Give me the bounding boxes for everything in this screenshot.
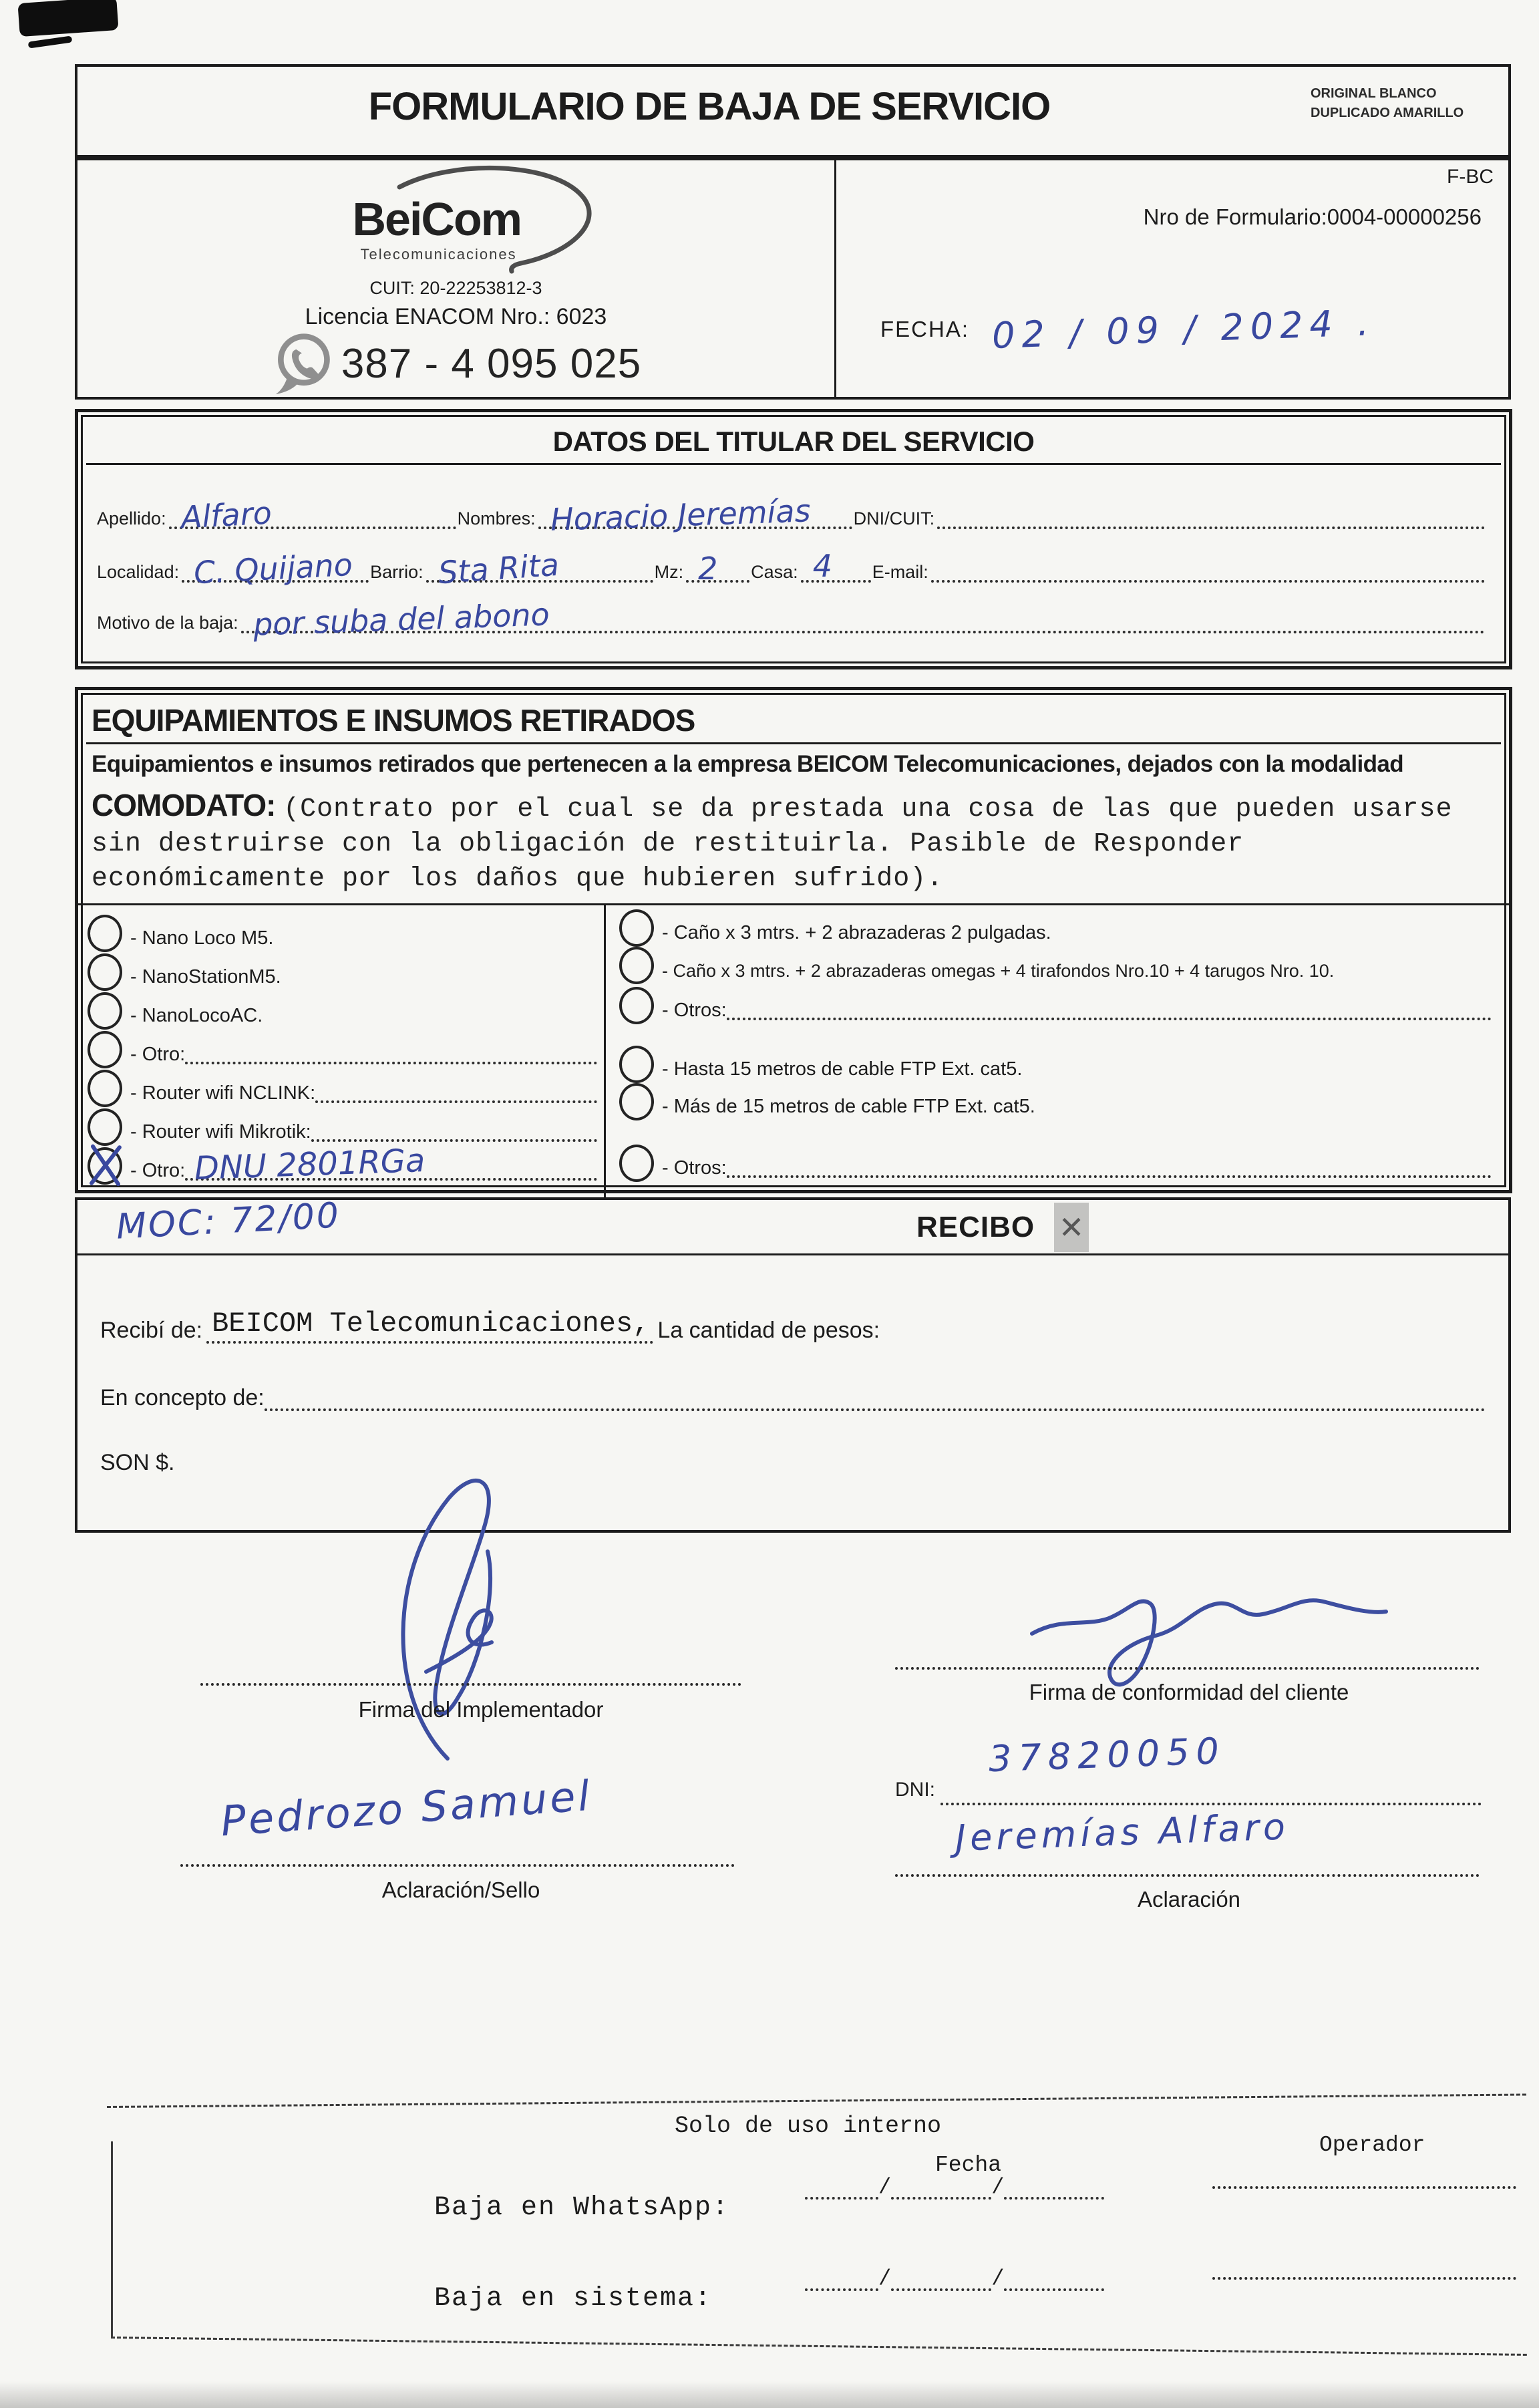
barrio-field-line [426,546,653,591]
cliente-signature [1022,1577,1396,1697]
form-date-label: FECHA: [880,317,970,341]
otro-equipment-handwritten: DNU 2801RGa [194,1141,426,1188]
localidad-field-line [182,546,369,591]
titular-row-3 [96,596,1485,643]
checkbox-circle-icon [619,947,654,984]
equipment-item-label: - Router wifi NCLINK: [130,1082,316,1104]
sistema-operador-line [1212,2277,1516,2280]
recibi-label: Recibí de: [100,1318,203,1343]
barrio-label: Barrio: [370,562,423,582]
titular-section [75,409,1512,669]
scan-ink-smudge [28,35,73,48]
comodato-line2: sin destruirse con la obligación de restituirla. Pasible de Responder [92,829,1244,859]
internal-top-divider [107,2093,1526,2108]
motivo-handwritten: por suba del abono [252,596,550,643]
equipment-item [88,913,597,952]
equipment-item-checked [88,1141,597,1188]
recibi-row [100,1308,1486,1344]
aclaracion-sello-label: Aclaración/Sello [381,1877,540,1902]
moc-annotation-handwritten: MOC: 72/00 [115,1195,342,1247]
checkbox-circle-icon [619,909,654,947]
company-cuit: CUIT: 20-22253812-3 [369,278,542,298]
equipment-item-label: - Hasta 15 metros de cable FTP Ext. cat5. [662,1058,1023,1080]
equipment-item-label: - Otro: [130,1044,186,1065]
equipment-item-label: - NanoStationM5. [130,966,281,988]
equipment-item [88,1107,597,1146]
internal-operador-label: Operador [1319,2133,1425,2157]
aclaracion-cliente-handwritten: Jeremías Alfaro [955,1805,1290,1859]
checkbox-circle-icon [88,1070,122,1107]
implementador-signature-label: Firma del Implementador [358,1697,604,1722]
baja-whatsapp-label: Baja en WhatsApp: [434,2193,730,2223]
recibo-title: RECIBO [916,1211,1035,1243]
form-date [880,301,1377,357]
checkbox-circle-icon [88,992,122,1030]
aclaracion-sello-line [180,1864,735,1867]
equipment-item-label: - Caño x 3 mtrs. + 2 abrazaderas 2 pulgadas. [662,922,1051,943]
checkbox-circle-icon [619,987,654,1024]
recibo-check-x-icon: ✕ [1058,1210,1085,1245]
internal-title: Solo de uso interno [675,2113,942,2139]
copy-note-line2: DUPLICADO AMARILLO [1311,106,1464,120]
company-license: Licencia ENACOM Nro.: 6023 [305,304,607,329]
equipment-item [619,984,1492,1024]
mz-field-line [686,551,749,587]
beicom-logo [299,164,613,277]
equipment-item [619,1083,1492,1120]
scan-ink-blob [17,0,118,37]
aclaracion-sello-handwritten: Pedrozo Samuel [219,1771,594,1846]
form-number-value: 0004-00000256 [1327,204,1482,229]
mz-label: Mz: [654,562,684,582]
form-code: F-BC [1447,166,1494,188]
equipment-column-left [78,905,606,1198]
checkbox-circle-icon [88,953,122,991]
equipment-section-title: EQUIPAMIENTOS E INSUMOS RETIRADOS [86,698,1501,744]
dni-cuit-label: DNI/CUIT: [853,508,935,529]
checkbox-circle-icon [619,1145,654,1182]
dotted-line [891,2271,991,2291]
casa-handwritten: 4 [812,548,832,584]
form-number-label: Nro de Formulario: [1143,204,1327,229]
cantidad-label: La cantidad de pesos: [657,1318,880,1343]
checkbox-circle-icon [88,915,122,952]
equipment-item [619,947,1492,984]
nombres-handwritten: Horacio Jeremías [549,492,811,538]
company-phone: 387 - 4 095 025 [341,340,642,387]
concepto-label: En concepto de: [100,1385,265,1410]
dotted-line [805,2271,878,2291]
implementador-signature-line [200,1683,741,1686]
sistema-fecha-fields: / / [805,2266,1104,2291]
barrio-handwritten: Sta Rita [436,546,560,591]
dotted-line [891,2179,991,2200]
check-x-mark [82,1141,129,1190]
equipment-item-label: - Caño x 3 mtrs. + 2 abrazaderas omegas + 4 tirafondos Nro.10 + 4 tarugos Nro. 10. [662,961,1335,981]
comodato-label: COMODATO: [92,788,276,822]
equipment-item [619,912,1492,947]
whatsapp-icon [271,331,335,396]
equipment-item [619,1142,1492,1182]
aclaracion-line [895,1874,1480,1877]
copy-note [1311,84,1498,123]
nombres-field-line [538,492,852,538]
dotted-line [311,1122,597,1142]
equipment-item-label: - Más de 15 metros de cable FTP Ext. cat5. [662,1096,1035,1117]
whatsapp-operador-line [1212,2186,1516,2189]
recibi-value: BEICOM Telecomunicaciones, [206,1308,653,1344]
nombres-label: Nombres: [457,508,536,529]
casa-label: Casa: [751,562,798,582]
scan-edge-shadow [0,2381,1539,2408]
logo-text: BeiCom [352,193,521,245]
localidad-handwritten: C. Quijano [192,546,354,591]
localidad-label: Localidad: [97,562,180,582]
equipment-item-label: - NanoLocoAC. [130,1005,263,1026]
dotted-line [1004,2179,1104,2200]
titular-row-2 [96,546,1485,591]
casa-field-line [801,548,871,584]
cliente-dni-line [940,1803,1482,1805]
logo-tagline: Telecomunicaciones [360,246,517,263]
company-panel [77,158,836,397]
equipment-checklist [78,903,1509,1198]
equipment-item-label: - Otro: [130,1160,186,1181]
form-meta-panel [836,158,1508,397]
apellido-field-line [169,494,456,536]
phone-row [271,331,641,396]
checkbox-circle-icon [88,1147,122,1185]
comodato-line1: (Contrato por el cual se da prestada una cosa de las que pueden usarse [283,794,1453,824]
equipment-item [619,1047,1492,1083]
recibo-checkbox [1054,1203,1089,1252]
internal-fecha-label: Fecha [935,2153,1002,2177]
dotted-line [185,1141,597,1188]
email-label: E-mail: [872,562,928,582]
titular-section-title: DATOS DEL TITULAR DEL SERVICIO [86,420,1501,465]
equipment-section [75,687,1512,1193]
dotted-line [1004,2271,1104,2291]
company-info-box [75,155,1511,400]
equipment-item-label: - Otros: [662,1000,727,1021]
equipment-item [88,1068,597,1107]
form-date-handwritten: 02 / 09 / 2024 . [991,301,1377,357]
motivo-label: Motivo de la baja: [97,613,238,633]
title-box [75,64,1511,160]
equipment-intro: Equipamientos e insumos retirados que pertenecen a la empresa BEICOM Telecomunicaciones, dejados con la modalidad [92,751,1404,777]
email-field-line [931,560,1485,583]
cliente-dni-handwritten: 37820050 [987,1729,1226,1781]
concepto-field-line [265,1386,1486,1411]
cliente-dni-label: DNI: [895,1779,935,1801]
copy-note-line1: ORIGINAL BLANCO [1311,86,1437,101]
checkbox-circle-icon [88,1031,122,1068]
equipment-item-label: - Router wifi Mikrotik: [130,1121,311,1143]
internal-left-border [111,2141,113,2337]
dotted-line [185,1044,597,1064]
apellido-label: Apellido: [97,508,166,529]
baja-sistema-label: Baja en sistema: [434,2284,713,2314]
titular-row-1 [96,492,1485,538]
page-title: FORMULARIO DE BAJA DE SERVICIO [368,85,1051,128]
aclaracion-label: Aclaración [1137,1887,1241,1912]
comodato-block [78,778,1509,897]
son-row [100,1450,1486,1476]
son-label: SON $. [100,1450,175,1475]
cliente-signature-line [895,1667,1480,1670]
checkbox-circle-icon [619,1083,654,1120]
dotted-line [727,1000,1492,1020]
equipment-item [88,1030,597,1068]
whatsapp-fecha-fields: / / [805,2175,1104,2200]
dni-cuit-field-line [937,506,1485,529]
internal-bottom-divider [111,2337,1527,2356]
dotted-line [805,2179,878,2200]
dotted-line [727,1158,1492,1178]
recibo-section [75,1197,1511,1533]
equipment-item-label: - Otros: [662,1157,727,1179]
equipment-item-label: - Nano Loco M5. [130,927,274,949]
comodato-line3: económicamente por los daños que hubieren sufrido). [92,864,944,894]
concepto-row [100,1385,1486,1411]
equipment-item [88,952,597,991]
apellido-handwritten: Alfaro [180,494,273,536]
dotted-line [315,1083,597,1103]
checkbox-circle-icon [619,1046,654,1083]
equipment-item [88,991,597,1030]
form-number [1144,204,1482,230]
motivo-field-line [241,596,1485,643]
recibo-header [77,1195,1508,1255]
mz-handwritten: 2 [698,551,718,587]
cliente-signature-label: Firma de conformidad del cliente [1029,1680,1349,1704]
equipment-column-right [606,905,1509,1198]
